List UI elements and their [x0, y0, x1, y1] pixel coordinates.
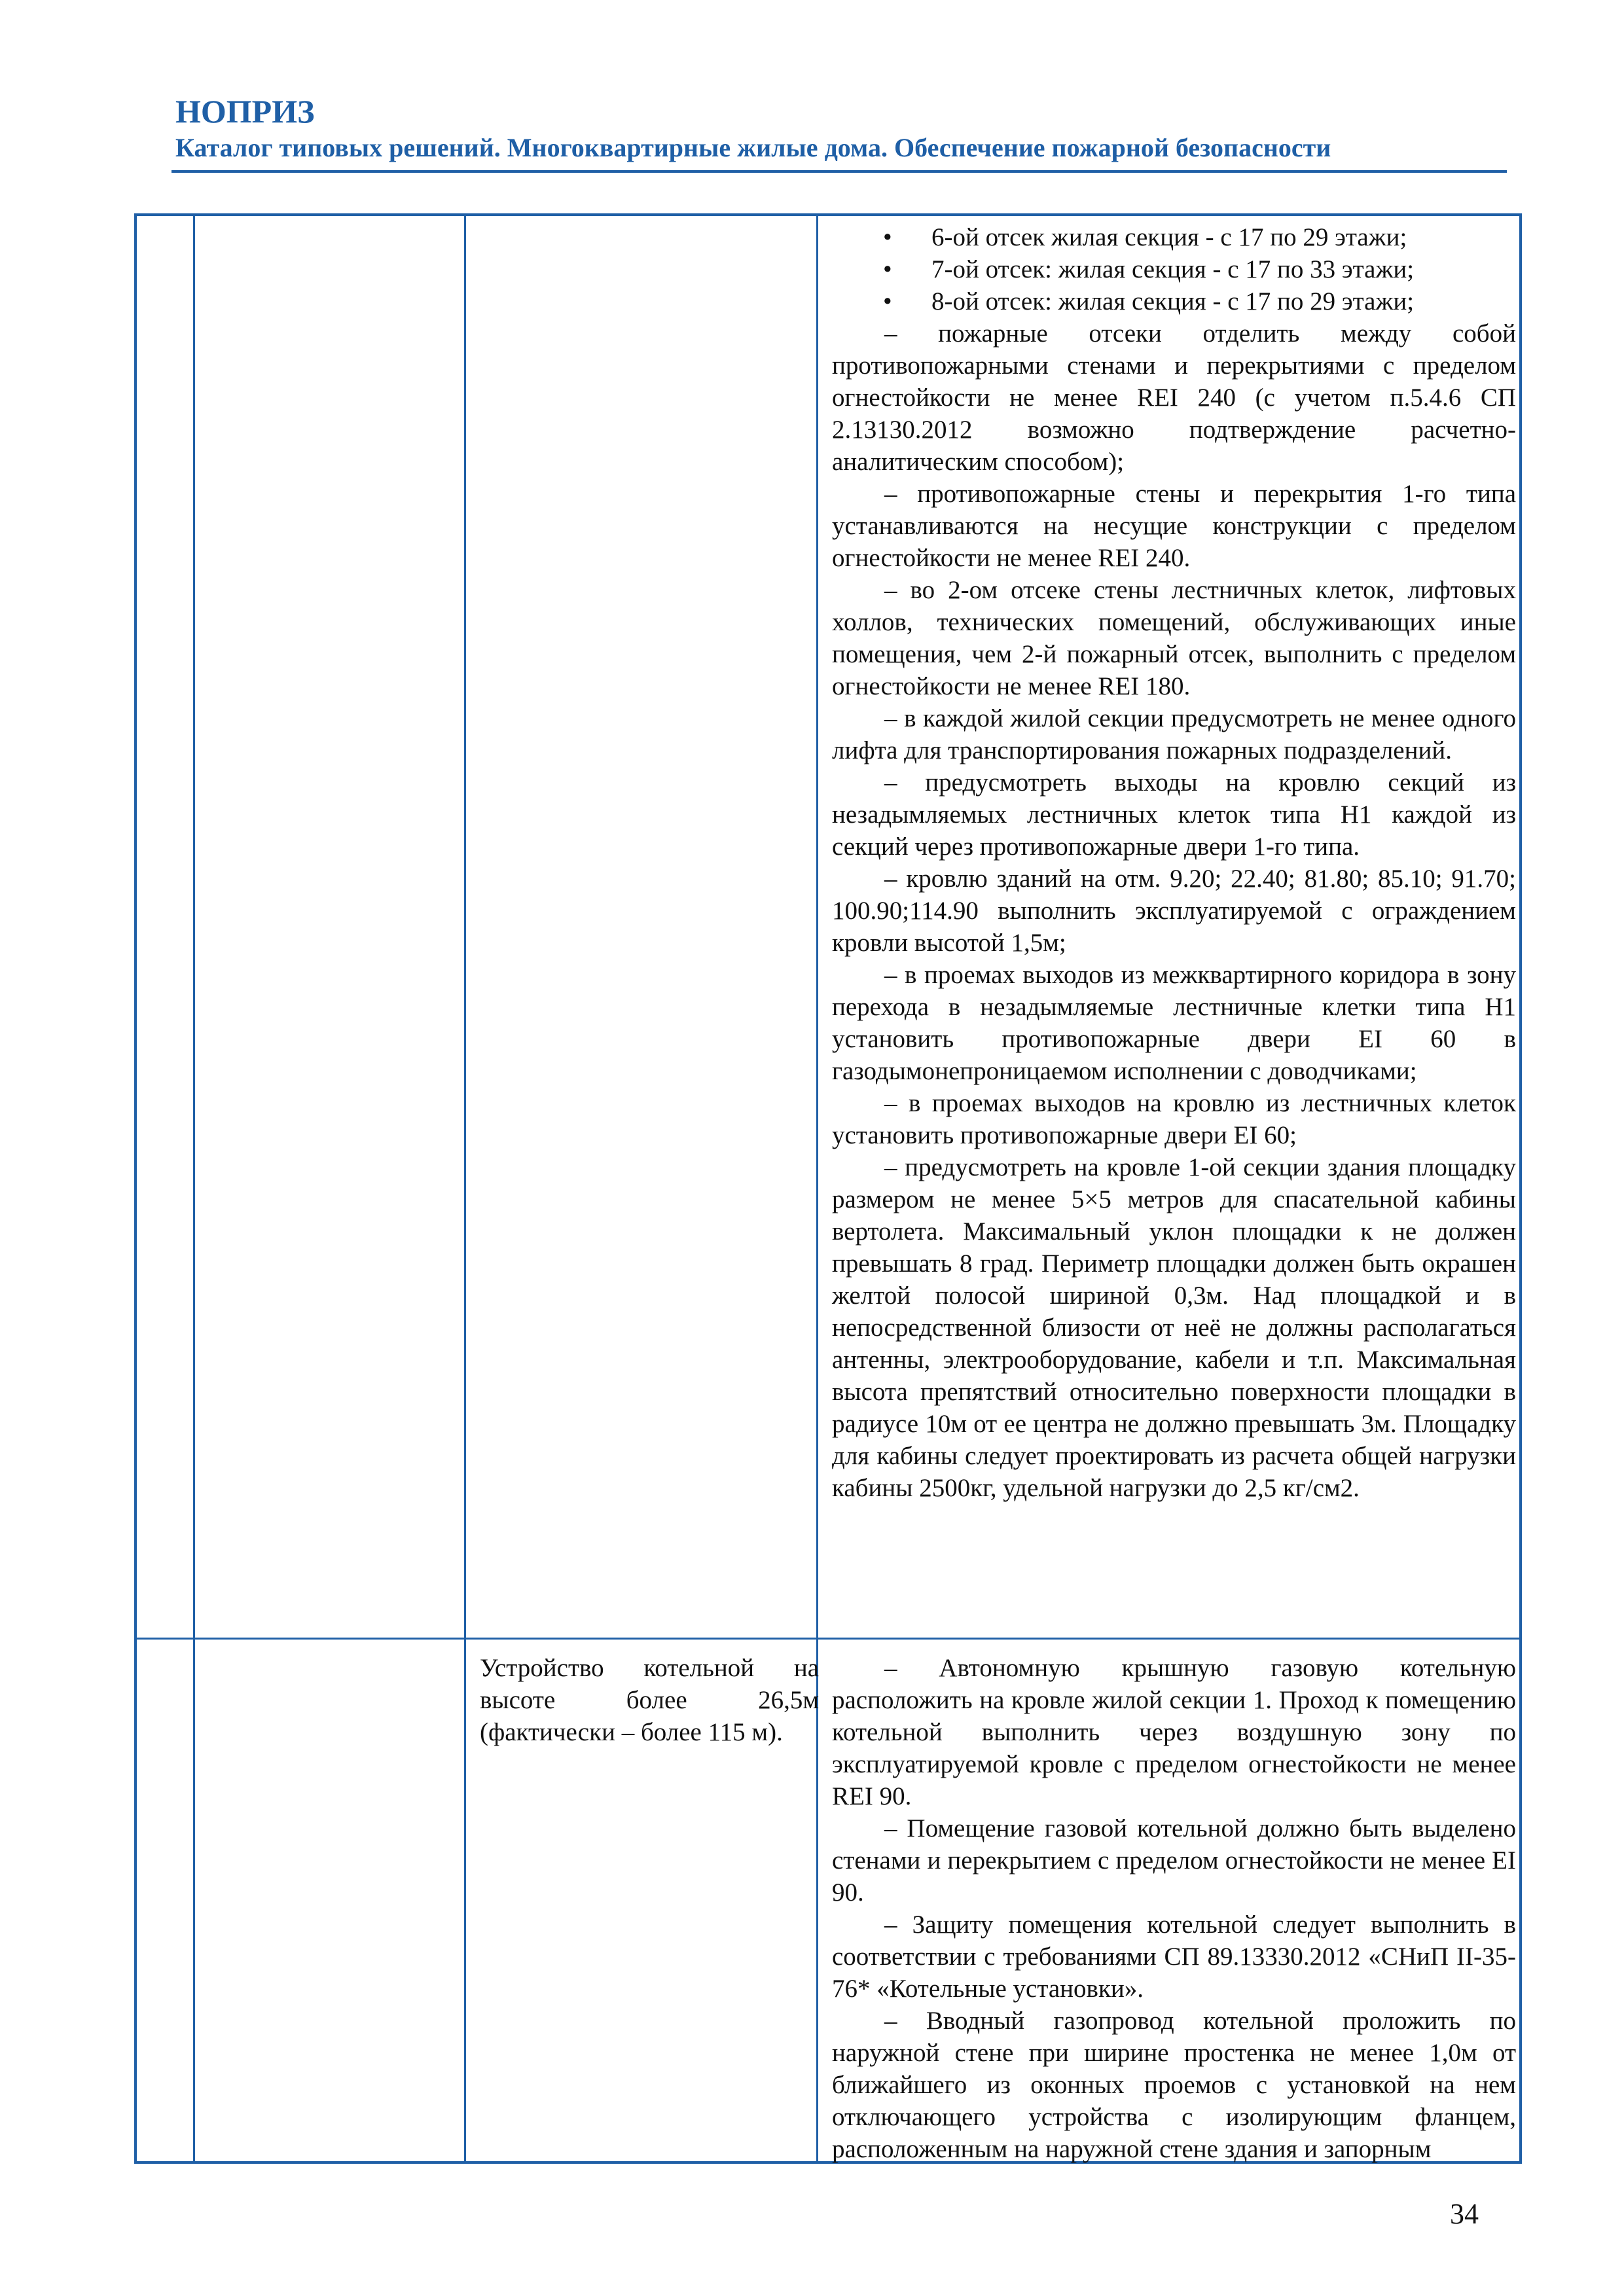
column-divider — [816, 216, 818, 2161]
paragraph: – Защиту помещения котельной следует выполнить в соответствии с требованиями СП 89.13330.2012 «СНиП II-35-76* «Котельные установки». — [832, 1910, 1516, 2003]
table-cell-deviation-label: Устройство котельной на высоте более 26,5м (фактически – более 115 м). — [480, 1654, 819, 1746]
paragraph: – Автономную крышную газовую котельную расположить на кровле жилой секции 1. Проход к помещению котельной выполнить через воздушную зону по эксплуатируемой кровле с пределом огнестойкости не менее REI 90. — [832, 1654, 1516, 1810]
page-number: 34 — [1450, 2198, 1479, 2230]
list-item: • 8-ой отсек: жилая секция - с 17 по 29 этажи; — [832, 285, 1516, 317]
paragraph: – пожарные отсеки отделить между собой противопожарными стенами и перекрытиями с пределом огнестойкости не менее REI 240 (с учетом п.5.4.6 СП 2.13130.2012 возможно подтверждение расчетно-аналитическим способом); — [832, 319, 1516, 476]
paragraph: – в проемах выходов на кровлю из лестничных клеток установить противопожарные двери EI 60; — [832, 1089, 1516, 1149]
row-divider — [137, 1638, 1519, 1640]
paragraph: – предусмотреть на кровле 1-ой секции здания площадку размером не менее 5×5 метров для спасательной кабины вертолета. Максимальный уклон площадки к не должен превышать 8 град. Периметр площадки должен быть окрашен желтой полосой шириной 0,3м. Над площадкой и в непосредственной близости от неё не должны располагаться антенны, электрооборудование, кабели и т.п. Максимальная высота препятствий относительно поверхности площадки в радиусе 10м от ее центра не должно превышать 3м. Площадку для кабины следует проектировать из расчета общей нагрузки кабины 2500кг, удельной нагрузки до 2,5 кг/см2. — [832, 1153, 1516, 1502]
paragraph: – Вводный газопровод котельной проложить по наружной стене при ширине простенка не менее 1,0м от ближайшего из оконных проемов с установкой на нем отключающего устройства с изолирующим фланцем, расположенным на наружной стене здания и запорным — [832, 2007, 1516, 2163]
table-cell-measures-row1 — [832, 221, 1516, 1504]
paragraph: – в каждой жилой секции предусмотреть не менее одного лифта для транспортирования пожарных подразделений. — [832, 704, 1516, 764]
organization-name: НОПРИЗ — [175, 93, 315, 130]
column-divider — [464, 216, 466, 2161]
requirements-table — [134, 213, 1522, 2164]
paragraph: – Помещение газовой котельной должно быть выделено стенами и перекрытием с пределом огнестойкости не менее EI 90. — [832, 1814, 1516, 1907]
list-item: • 7-ой отсек: жилая секция - с 17 по 33 этажи; — [832, 253, 1516, 285]
page-header — [175, 92, 1511, 165]
column-divider — [193, 216, 195, 2161]
paragraph: – в проемах выходов из межквартирного коридора в зону перехода в незадымляемые лестничные клетки типа Н1 установить противопожарные двери EI 60 в газодымонепроницаемом исполнении с доводчиками; — [832, 961, 1516, 1085]
table-cell-measures-row2 — [832, 1652, 1516, 2165]
paragraph: – кровлю зданий на отм. 9.20; 22.40; 81.80; 85.10; 91.70; 100.90;114.90 выполнить эксплуатируемой с ограждением кровли высотой 1,5м; — [832, 865, 1516, 957]
header-rule — [171, 170, 1507, 173]
list-item: • 6-ой отсек жилая секция - с 17 по 29 этажи; — [832, 221, 1516, 253]
paragraph: – предусмотреть выходы на кровлю секций из незадымляемых лестничных клеток типа Н1 каждой из секций через противопожарные двери 1-го типа. — [832, 768, 1516, 861]
catalog-title: Каталог типовых решений. Многоквартирные жилые дома. Обеспечение пожарной безопасности — [175, 133, 1331, 162]
paragraph: – противопожарные стены и перекрытия 1-го типа устанавливаются на несущие конструкции с пределом огнестойкости не менее REI 240. — [832, 480, 1516, 572]
paragraph: – во 2-ом отсеке стены лестничных клеток, лифтовых холлов, технических помещений, обслуживающих иные помещения, чем 2-й пожарный отсек, выполнить с пределом огнестойкости не менее REI 180. — [832, 576, 1516, 700]
